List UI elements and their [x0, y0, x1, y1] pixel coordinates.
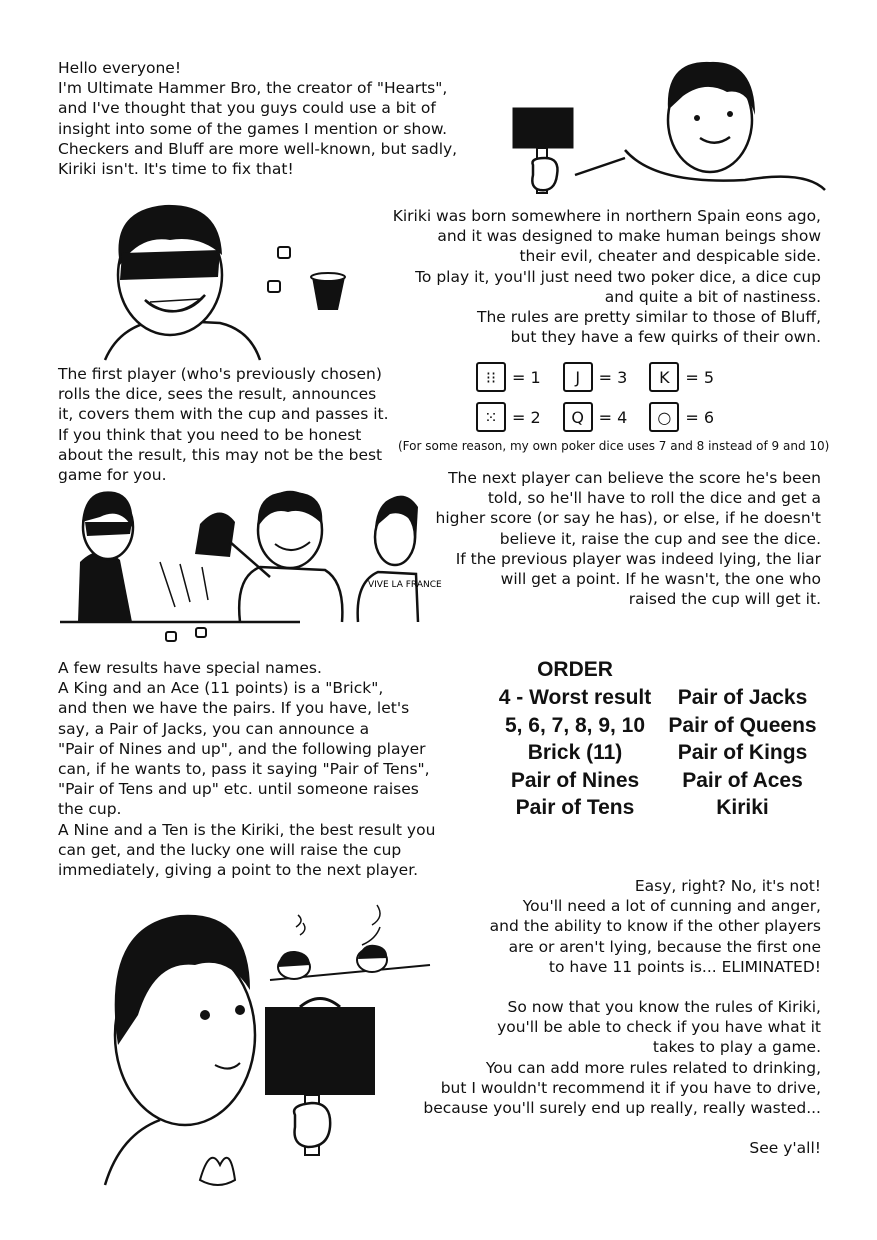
history-line: Kiriki was born somewhere in northern Spain eons ago,	[392, 207, 821, 225]
outro-line	[423, 1118, 821, 1138]
special-names-text	[58, 658, 435, 880]
author-closing-illustration	[100, 895, 430, 1195]
shirt-text: VIVE LA FRANCE	[368, 580, 442, 590]
next-player-line: higher score (or say he has), or else, if he doesn't	[435, 509, 821, 528]
order-item: Pair of Nines	[510, 768, 640, 792]
intro-line: and I've thought that you guys could use a bit of	[58, 99, 436, 118]
outro-line: You'll need a lot of cunning and anger,	[522, 897, 821, 916]
order-left-column	[495, 684, 655, 822]
die-value: = 6	[685, 407, 715, 427]
next-player-text	[436, 468, 821, 609]
die-value: = 5	[685, 367, 715, 387]
order-item: 5, 6, 7, 8, 9, 10	[504, 713, 646, 737]
special-names-line: A Nine and a Ten is the Kiriki, the best result you	[58, 820, 436, 839]
next-player-line: will get a point. If he wasn't, the one who	[500, 570, 821, 589]
special-names-line: can, if he wants to, pass it saying "Pair of Tens",	[58, 760, 430, 779]
order-item: Pair of Kings	[677, 741, 808, 764]
history-text	[393, 206, 821, 347]
next-player-line: The next player can believe the score he's been	[448, 469, 821, 487]
order-item: Pair of Queens	[668, 713, 817, 737]
masked-player-illustration	[100, 195, 360, 365]
first-player-line: rolls the dice, sees the result, announces	[58, 385, 377, 404]
first-player-line: about the result, this may not be the best	[58, 445, 383, 464]
order-item: Pair of Jacks	[677, 686, 808, 709]
history-line: but they have a few quirks of their own.	[510, 328, 821, 347]
order-title: ORDER	[537, 658, 613, 681]
history-line: and it was designed to make human beings show	[437, 227, 821, 246]
history-line: The rules are pretty similar to those of Bluff,	[477, 308, 821, 327]
dice-note: (For some reason, my own poker dice uses 7 and 8 instead of 9 and 10)	[398, 439, 830, 453]
outro-line: See y'all!	[749, 1139, 821, 1158]
order-item: Kiriki	[716, 796, 769, 819]
outro-line: and the ability to know if the other players	[489, 917, 821, 936]
die-value: = 1	[512, 367, 541, 387]
special-names-line: "Pair of Nines and up", and the following player	[58, 739, 426, 758]
outro-line: but I wouldn't recommend it if you have to drive,	[440, 1078, 821, 1097]
next-player-line: If the previous player was indeed lying, the liar	[455, 549, 821, 568]
outro-line: takes to play a game.	[652, 1038, 821, 1057]
die-face-nine: ⁝⁝	[476, 362, 506, 392]
outro-text	[423, 876, 821, 1158]
die-face-king: K	[649, 362, 679, 392]
special-names-line: the cup.	[58, 800, 122, 819]
outro-line: you'll be able to check if you have what it	[497, 1018, 821, 1037]
die-value: = 3	[598, 367, 628, 387]
special-names-line: and then we have the pairs. If you have, let's	[58, 699, 410, 718]
outro-line: are or aren't lying, because the first one	[508, 937, 821, 956]
first-player-line: The first player (who's previously chosen)	[58, 365, 382, 383]
history-line: their evil, cheater and despicable side.	[519, 247, 821, 266]
order-item: Pair of Tens	[515, 796, 635, 819]
three-players-illustration	[60, 482, 442, 642]
next-player-line: told, so he'll have to roll the dice and get a	[487, 489, 821, 508]
intro-line: Kiriki isn't. It's time to fix that!	[58, 160, 294, 179]
die-value: = 2	[512, 407, 541, 427]
order-item: 4 - Worst result	[498, 686, 652, 709]
outro-line: So now that you know the rules of Kiriki,	[507, 998, 821, 1017]
next-player-line: raised the cup will get it.	[628, 590, 821, 609]
special-names-line: A King and an Ace (11 points) is a "Brick",	[58, 679, 384, 698]
die-face-ace: ○	[649, 402, 679, 432]
order-item: Pair of Aces	[682, 768, 803, 792]
die-face-ten: ⁙	[476, 402, 506, 432]
special-names-line: A few results have special names.	[58, 659, 322, 677]
special-names-line: can get, and the lucky one will raise the cup	[58, 840, 402, 859]
special-names-line: immediately, giving a point to the next player.	[58, 861, 419, 880]
die-face-jack: J	[563, 362, 593, 392]
outro-line: to have 11 points is... ELIMINATED!	[548, 957, 821, 976]
intro-line: Hello everyone!	[58, 59, 182, 77]
dice-legend-row-2	[476, 402, 736, 432]
order-item: Brick (11)	[527, 741, 623, 764]
intro-line: I'm Ultimate Hammer Bro, the creator of "Hearts",	[58, 79, 448, 98]
intro-line: Checkers and Bluff are more well-known, but sadly,	[58, 139, 458, 158]
outro-line: because you'll surely end up really, really wasted...	[423, 1099, 821, 1118]
dice-legend-row-1	[476, 362, 736, 392]
order-right-column	[665, 684, 820, 822]
die-face-queen: Q	[563, 402, 593, 432]
outro-line: You can add more rules related to drinking,	[485, 1058, 821, 1077]
first-player-line: game for you.	[58, 466, 167, 485]
first-player-line: it, covers them with the cup and passes it.	[58, 405, 389, 424]
intro-text	[58, 58, 457, 179]
special-names-line: say, a Pair of Jacks, you can announce a	[58, 719, 370, 738]
outro-line	[423, 977, 821, 997]
die-value: = 4	[598, 407, 628, 427]
history-line: and quite a bit of nastiness.	[604, 287, 821, 306]
outro-line: Easy, right? No, it's not!	[634, 877, 821, 895]
history-line: To play it, you'll just need two poker dice, a dice cup	[415, 267, 821, 286]
first-player-line: If you think that you need to be honest	[58, 425, 362, 444]
special-names-line: "Pair of Tens and up" etc. until someone raises	[58, 780, 419, 799]
author-hammer-illustration	[505, 40, 825, 205]
first-player-text	[58, 364, 389, 485]
intro-line: insight into some of the games I mention or show.	[58, 119, 448, 138]
next-player-line: believe it, raise the cup and see the dice.	[499, 529, 821, 548]
